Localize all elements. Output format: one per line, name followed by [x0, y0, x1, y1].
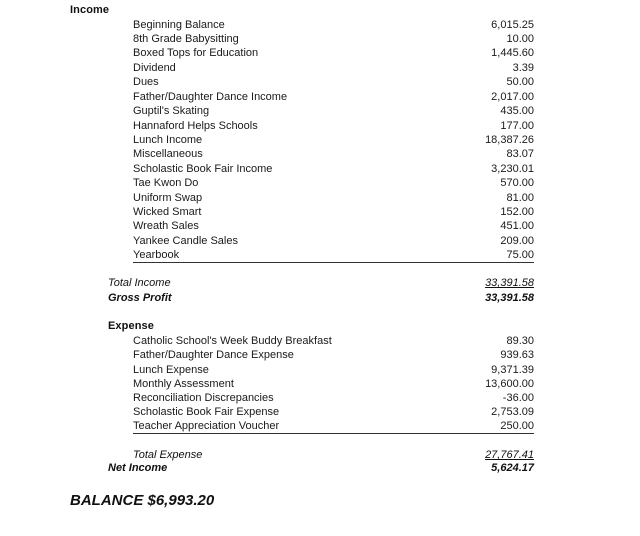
expense-row-amount: 250.00 — [500, 420, 534, 432]
net-income-amount: 5,624.17 — [491, 462, 534, 474]
income-row-label: Hannaford Helps Schools — [133, 120, 258, 132]
income-row — [133, 18, 534, 32]
income-row-amount: 83.07 — [506, 148, 534, 160]
balance-summary: BALANCE $6,993.20 — [70, 492, 215, 509]
income-row-amount: 3.39 — [512, 62, 534, 74]
total-expense-amount: 27,767.41 — [485, 449, 534, 461]
income-row — [133, 46, 534, 60]
income-row-amount: 570.00 — [500, 177, 534, 189]
income-row-amount: 209.00 — [500, 235, 534, 247]
expense-row — [133, 391, 534, 405]
total-income-amount: 33,391.58 — [485, 277, 534, 289]
total-income-label: Total Income — [108, 277, 171, 289]
income-row — [133, 205, 534, 219]
income-row-label: Dues — [133, 76, 159, 88]
income-row-amount: 3,230.01 — [491, 163, 534, 175]
income-row — [133, 119, 534, 133]
income-section-title: Income — [70, 4, 110, 16]
expense-row-label: Lunch Expense — [133, 364, 209, 376]
expense-row — [133, 334, 534, 348]
gross-profit-row — [108, 291, 534, 305]
gross-profit-amount: 33,391.58 — [485, 292, 534, 304]
income-row-label: Yankee Candle Sales — [133, 235, 238, 247]
expense-row — [133, 348, 534, 362]
expense-row-amount: -36.00 — [502, 392, 534, 404]
income-row-label: Yearbook — [133, 249, 180, 261]
expense-row-label: Father/Daughter Dance Expense — [133, 349, 294, 361]
total-expense-row — [108, 448, 534, 462]
income-row — [133, 104, 534, 118]
income-row — [133, 191, 534, 205]
income-row — [133, 61, 534, 75]
income-row-label: Boxed Tops for Education — [133, 47, 259, 59]
expense-row-label: Monthly Assessment — [133, 378, 234, 390]
expense-row — [133, 405, 534, 419]
income-row — [133, 248, 534, 262]
income-row-label: Father/Daughter Dance Income — [133, 91, 288, 103]
gross-profit-label: Gross Profit — [108, 292, 172, 304]
expense-row-label: Scholastic Book Fair Expense — [133, 406, 280, 418]
income-row — [133, 147, 534, 161]
income-row-amount: 75.00 — [506, 249, 534, 261]
income-row-amount: 2,017.00 — [491, 91, 534, 103]
income-row-label: 8th Grade Babysitting — [133, 33, 239, 45]
income-row-amount: 6,015.25 — [491, 19, 534, 31]
income-row-amount: 50.00 — [506, 76, 534, 88]
expense-row-amount: 89.30 — [506, 335, 534, 347]
expense-subtotal-rule — [133, 433, 534, 434]
income-row — [133, 90, 534, 104]
income-row — [133, 176, 534, 190]
income-row — [133, 234, 534, 248]
income-row-label: Miscellaneous — [133, 148, 203, 160]
income-row-label: Dividend — [133, 62, 176, 74]
net-income-row — [108, 461, 534, 475]
income-row-label: Scholastic Book Fair Income — [133, 163, 273, 175]
income-row-amount: 435.00 — [500, 105, 534, 117]
expense-row — [133, 363, 534, 377]
income-row-label: Wicked Smart — [133, 206, 202, 218]
income-row-label: Tae Kwon Do — [133, 177, 199, 189]
expense-row-amount: 939.63 — [500, 349, 534, 361]
expense-row-label: Reconciliation Discrepancies — [133, 392, 274, 404]
income-row-label: Uniform Swap — [133, 192, 203, 204]
total-income-row — [108, 276, 534, 290]
expense-row-label: Teacher Appreciation Voucher — [133, 420, 280, 432]
income-row-label: Guptil's Skating — [133, 105, 210, 117]
income-row — [133, 133, 534, 147]
expense-row-amount: 13,600.00 — [485, 378, 534, 390]
expense-row-amount: 9,371.39 — [491, 364, 534, 376]
income-row — [133, 32, 534, 46]
income-subtotal-rule — [133, 262, 534, 263]
income-row-amount: 152.00 — [500, 206, 534, 218]
income-row-amount: 451.00 — [500, 220, 534, 232]
income-row-amount: 10.00 — [506, 33, 534, 45]
income-row-label: Lunch Income — [133, 134, 203, 146]
expense-section-title: Expense — [108, 320, 154, 332]
income-row-amount: 177.00 — [500, 120, 534, 132]
income-row-amount: 1,445.60 — [491, 47, 534, 59]
total-expense-label: Total Expense — [133, 449, 203, 461]
income-row-amount: 18,387.26 — [485, 134, 534, 146]
expense-row — [133, 419, 534, 433]
expense-row — [133, 377, 534, 391]
income-row-amount: 81.00 — [506, 192, 534, 204]
income-row-label: Beginning Balance — [133, 19, 225, 31]
income-row — [133, 75, 534, 89]
income-row — [133, 162, 534, 176]
expense-row-amount: 2,753.09 — [491, 406, 534, 418]
expense-row-label: Catholic School's Week Buddy Breakfast — [133, 335, 332, 347]
income-row — [133, 219, 534, 233]
income-row-label: Wreath Sales — [133, 220, 199, 232]
net-income-label: Net Income — [108, 462, 168, 474]
